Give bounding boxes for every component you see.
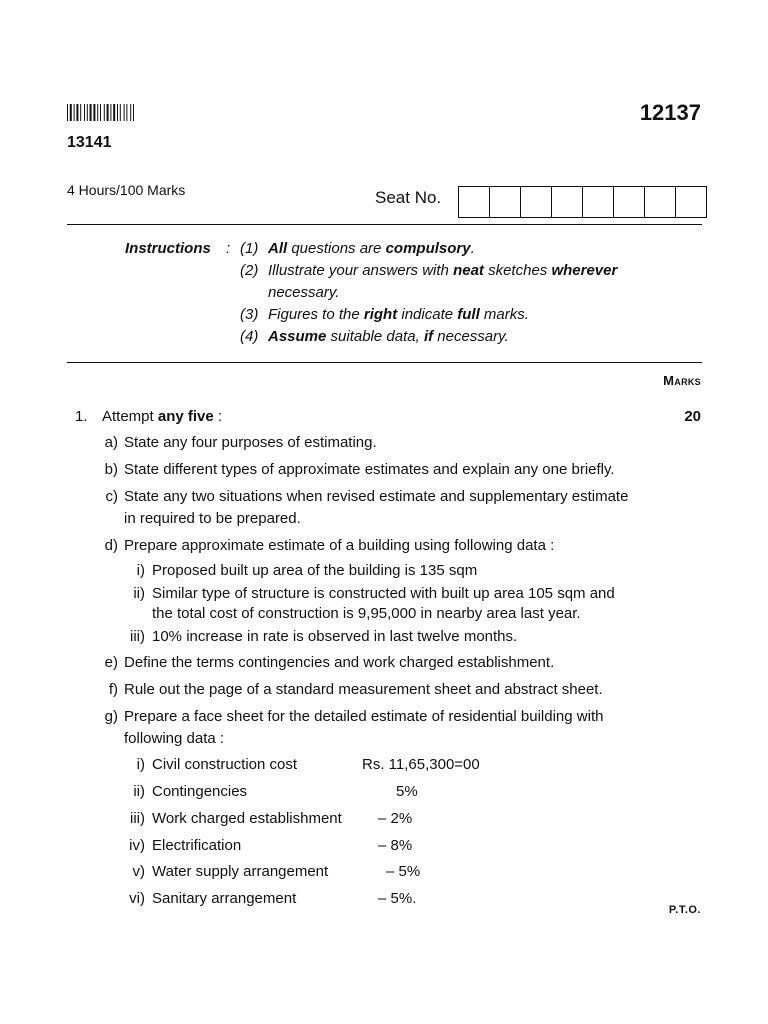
face-sheet-item: Water supply arrangement [152, 863, 329, 880]
divider-bottom [67, 362, 702, 363]
subq-text-cont: following data : [124, 730, 225, 747]
paper-code: 12137 [639, 100, 701, 125]
face-sheet-value: – 5%. [378, 890, 417, 907]
subq-label: e) [104, 654, 118, 671]
subq-text: State different types of approximate estimates and explain any one briefly. [124, 461, 615, 478]
instructions-heading: Instructions [125, 240, 211, 257]
barcode-bar [84, 104, 85, 121]
instruction-fragment: Figures to the [268, 306, 364, 323]
subject-code: 13141 [67, 134, 112, 151]
subq-label: a) [104, 434, 118, 451]
instruction-number: (3) [240, 306, 259, 323]
seat-digit-box[interactable] [613, 187, 644, 217]
instruction-fragment: indicate [397, 306, 458, 323]
barcode-bar [80, 104, 81, 121]
instruction-emphasis: compulsory [385, 240, 471, 257]
item-text: Proposed built up area of the building is 135 sqm [152, 562, 478, 579]
instruction-fragment: questions are [287, 240, 386, 257]
instruction-text [268, 284, 339, 301]
subq-label: d) [104, 537, 118, 554]
subq-label: c) [105, 488, 118, 505]
instruction-fragment: necessary. [433, 328, 509, 345]
barcode-bar [97, 104, 98, 121]
instruction-emphasis: Assume [268, 328, 327, 345]
instruction-emphasis: right [363, 306, 398, 323]
item-label: ii) [133, 585, 145, 602]
face-sheet-label: v) [132, 863, 145, 880]
subq-text: State any four purposes of estimating. [124, 434, 377, 451]
face-sheet-value: – 2% [378, 810, 413, 827]
subq-text: Rule out the page of a standard measurement sheet and abstract sheet. [124, 681, 603, 698]
barcode-bar [110, 104, 111, 121]
seat-digit-box[interactable] [459, 187, 489, 217]
question-prefix: Attempt [102, 408, 158, 425]
barcode-bar [76, 104, 78, 121]
barcode [67, 104, 168, 121]
instruction-fragment: marks. [479, 306, 529, 323]
seat-digit-box[interactable] [675, 187, 706, 217]
marks-heading [663, 373, 701, 388]
subq-label: g) [104, 708, 118, 725]
seat-digit-box[interactable] [520, 187, 551, 217]
instruction-number: (1) [240, 240, 259, 257]
barcode-bar [70, 104, 72, 121]
seat-digit-box[interactable] [582, 187, 613, 217]
barcode-bar [113, 104, 115, 121]
instruction-number: (4) [240, 328, 259, 345]
barcode-bar [104, 104, 105, 121]
question-marks: 20 [684, 408, 701, 425]
instruction-emphasis: full [457, 306, 480, 323]
instruction-text [268, 262, 617, 279]
item-label: i) [136, 562, 145, 579]
subq-label: f) [108, 681, 118, 698]
instruction-text [268, 240, 475, 257]
item-text: 10% increase in rate is observed in last twelve months. [152, 628, 518, 645]
instruction-emphasis: neat [453, 262, 484, 279]
subq-text: State any two situations when revised estimate and supplementary estimate [124, 488, 629, 505]
barcode-bar [120, 104, 121, 121]
marks-heading-text: Marks [663, 373, 701, 388]
barcode-bar [130, 104, 131, 121]
barcode-bar [100, 104, 101, 121]
face-sheet-value: Rs. 11,65,300=00 [362, 756, 480, 773]
instruction-fragment: necessary. [268, 284, 340, 301]
instruction-number: (2) [240, 262, 259, 279]
face-sheet-item: Civil construction cost [152, 756, 298, 773]
instructions-colon: : [226, 240, 231, 257]
instruction-fragment: . [470, 240, 475, 257]
seat-digit-box[interactable] [644, 187, 675, 217]
subq-text: Prepare a face sheet for the detailed estimate of residential building with [124, 708, 604, 725]
barcode-bar [74, 104, 75, 121]
barcode-bar [117, 104, 118, 121]
barcode-bar [133, 104, 134, 121]
face-sheet-label: i) [136, 756, 145, 773]
duration-marks: 4 Hours/100 Marks [67, 182, 186, 198]
barcode-bar [93, 104, 95, 121]
instruction-text [268, 306, 529, 323]
face-sheet-label: vi) [129, 890, 145, 907]
barcode-bar [67, 104, 68, 121]
pto-label: P.T.O. [668, 904, 701, 916]
face-sheet-item: Sanitary arrangement [152, 890, 297, 907]
item-label: iii) [130, 628, 145, 645]
seat-number-label: Seat No. [375, 188, 442, 207]
barcode-bar [107, 104, 109, 121]
instruction-emphasis: wherever [551, 262, 618, 279]
instruction-fragment: suitable data, [326, 328, 424, 345]
subq-text: Prepare approximate estimate of a building using following data : [124, 537, 555, 554]
instruction-emphasis: All [268, 240, 288, 257]
seat-digit-box[interactable] [489, 187, 520, 217]
face-sheet-value: 5% [396, 783, 418, 800]
instruction-fragment: sketches [483, 262, 552, 279]
face-sheet-label: iv) [129, 837, 145, 854]
face-sheet-label: ii) [133, 783, 145, 800]
barcode-bar [126, 104, 127, 121]
seat-number-boxes[interactable] [458, 186, 707, 218]
face-sheet-value: – 5% [386, 863, 421, 880]
barcode-bar [124, 104, 125, 121]
item-text: Similar type of structure is constructed with built up area 105 sqm and [152, 585, 615, 602]
face-sheet-label: iii) [130, 810, 145, 827]
question-text [102, 408, 222, 425]
barcode-bar [90, 104, 92, 121]
question-number: 1. [75, 408, 88, 425]
subq-text: Define the terms contingencies and work charged establishment. [124, 654, 555, 671]
face-sheet-item: Electrification [152, 837, 242, 854]
divider-top [67, 224, 702, 225]
face-sheet-value: – 8% [378, 837, 413, 854]
instruction-fragment: Illustrate your answers with [268, 262, 454, 279]
subq-text-cont: in required to be prepared. [124, 510, 301, 527]
item-text-cont: the total cost of construction is 9,95,000 in nearby area last year. [152, 605, 581, 622]
subq-label: b) [104, 461, 118, 478]
instruction-emphasis: if [423, 328, 434, 345]
barcode-bar [87, 104, 88, 121]
face-sheet-item: Work charged establishment [152, 810, 342, 827]
seat-digit-box[interactable] [551, 187, 582, 217]
face-sheet-item: Contingencies [152, 783, 248, 800]
question-suffix: : [213, 408, 223, 425]
instruction-text [268, 328, 509, 345]
question-bold: any five [157, 408, 214, 425]
